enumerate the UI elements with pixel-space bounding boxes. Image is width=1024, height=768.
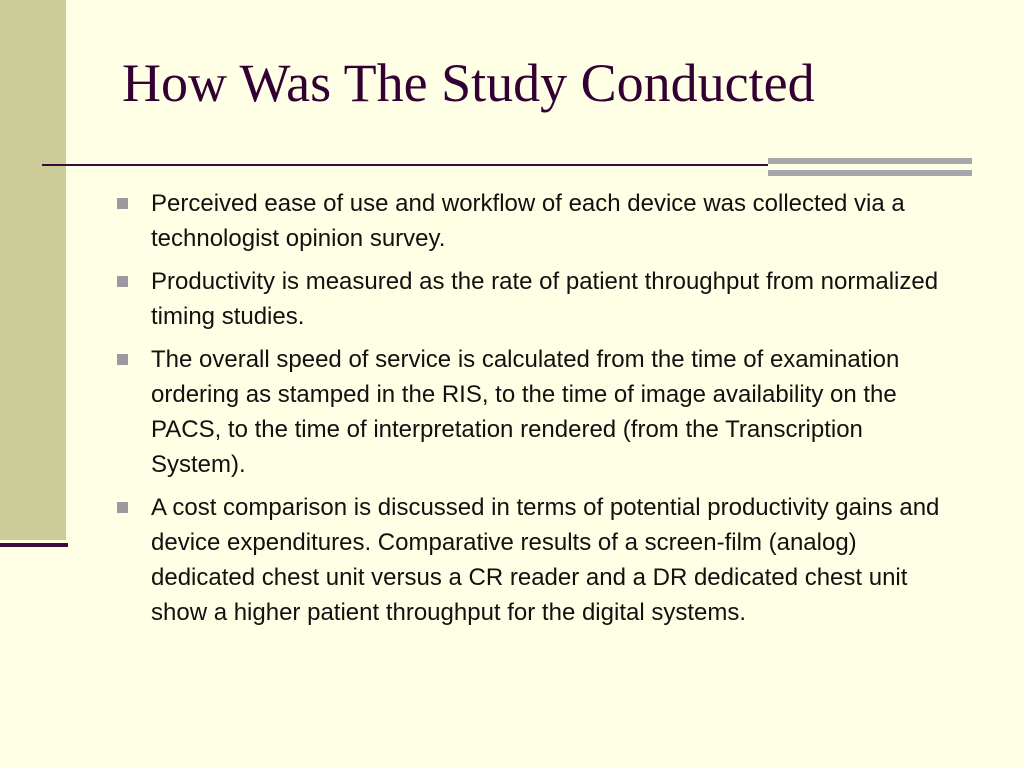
accent-bar-top — [768, 158, 972, 164]
bullet-text: Perceived ease of use and workflow of each device was collected via a technologist opinion survey. — [151, 190, 905, 252]
side-decorative-band — [0, 0, 66, 540]
square-bullet-icon — [117, 198, 128, 209]
square-bullet-icon — [117, 502, 128, 513]
bullet-item — [116, 342, 946, 482]
square-bullet-icon — [117, 276, 128, 287]
title-underline-rule — [42, 164, 768, 166]
title-accent-bars — [768, 158, 972, 178]
bullet-text: The overall speed of service is calculated from the time of examination ordering as stamped in the RIS, to the time of image availability on the PACS, to the time of interpretation rendered (from the Transcription System). — [151, 346, 900, 478]
bullet-text: Productivity is measured as the rate of patient throughput from normalized timing studies. — [151, 268, 939, 330]
square-bullet-icon — [117, 354, 128, 365]
bullet-text: A cost comparison is discussed in terms of potential productivity gains and device expenditures. Comparative results of a screen-film (analog) dedicated chest unit versus a CR reader and a DR dedicated chest unit show a higher patient throughput for the digital systems. — [151, 494, 940, 626]
accent-bar-bottom — [768, 170, 972, 176]
bullet-item — [116, 264, 946, 334]
bullet-item — [116, 186, 946, 256]
side-decorative-rule — [0, 543, 68, 547]
bullet-item — [116, 490, 946, 630]
slide-title: How Was The Study Conducted — [122, 53, 815, 113]
bullet-list — [116, 186, 946, 638]
